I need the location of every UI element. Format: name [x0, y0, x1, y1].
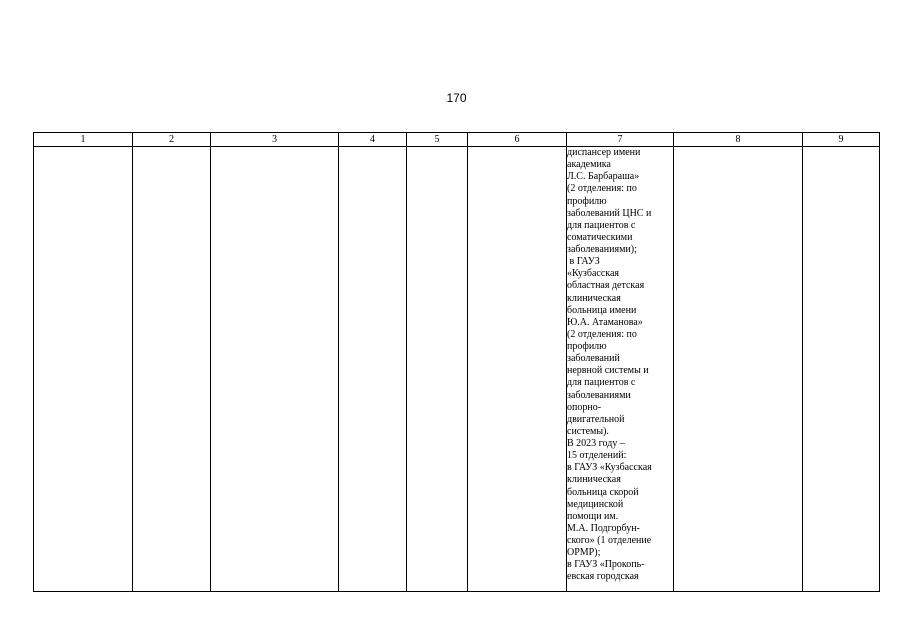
cell-col-6 [468, 147, 567, 592]
cell-text-line: М.А. Подгорбун- [567, 522, 640, 534]
cell-text-line: Л.С. Барбараша» [567, 171, 640, 183]
page-number: 170 [446, 91, 467, 105]
cell-text-line: в ГАУЗ [567, 256, 600, 268]
cell-text-line: медицинской [567, 498, 624, 510]
cell-text-line: клиническая [567, 474, 621, 486]
cell-text-line: диспансер имени [567, 147, 641, 158]
cell-text-line: заболеваниями [567, 389, 631, 401]
cell-text-line: профилю [567, 195, 607, 207]
cell-text-line: евская городская [567, 571, 639, 583]
cell-col-3 [211, 147, 339, 592]
cell-text-line: В 2023 году – [567, 438, 625, 449]
cell-text-line: помощи им. [567, 510, 619, 522]
cell-col-8 [674, 147, 803, 592]
cell-text-line: заболеваний [567, 353, 620, 365]
column-header-7: 7 [567, 133, 674, 147]
cell-text-line: клиническая [567, 292, 621, 304]
column-header-4: 4 [339, 133, 407, 147]
cell-text-line: ского» (1 отделение [567, 535, 652, 546]
cell-text-line: системы). [567, 425, 609, 437]
cell-text-line: (2 отделения: по [567, 183, 637, 195]
cell-text-line: заболеваний ЦНС и [567, 207, 652, 219]
cell-text-line: «Кузбасская [567, 268, 620, 280]
cell-col-4 [339, 147, 407, 592]
cell-col-1 [34, 147, 133, 592]
cell-text-line: больница скорой [567, 486, 639, 498]
cell-col-2 [133, 147, 211, 592]
cell-col-9 [803, 147, 880, 592]
table-row [34, 147, 880, 592]
cell-text-line: соматическими [567, 231, 633, 243]
cell-text-line: профилю [567, 341, 607, 352]
cell-text-line: ОРМР); [567, 547, 601, 559]
column-header-5: 5 [407, 133, 468, 147]
cell-text-line: опорно- [567, 401, 602, 413]
cell-text-line: для пациентов с [567, 219, 636, 231]
column-header-8: 8 [674, 133, 803, 147]
column-header-6: 6 [468, 133, 567, 147]
column-header-1: 1 [34, 133, 133, 147]
document-table [33, 132, 880, 592]
cell-text-line: (2 отделения: по [567, 328, 637, 340]
cell-text-line: в ГАУЗ «Прокопь- [567, 559, 645, 571]
column-header-2: 2 [133, 133, 211, 147]
cell-text-line: двигательной [567, 413, 625, 425]
cell-text-line: для пациентов с [567, 377, 636, 389]
cell-col-7 [567, 147, 674, 592]
table-header-row [34, 133, 880, 147]
column-header-9: 9 [803, 133, 880, 147]
cell-text-line: областная детская [567, 280, 645, 292]
column-header-3: 3 [211, 133, 339, 147]
cell-text-line: нервной системы и [567, 365, 649, 377]
cell-text-line: Ю.А. Атаманова» [567, 316, 643, 328]
cell-col-7-text [567, 147, 673, 584]
cell-col-5 [407, 147, 468, 592]
cell-text-line: заболеваниями); [567, 244, 637, 255]
cell-text-line: больница имени [567, 304, 637, 316]
cell-text-line: в ГАУЗ «Кузбасская [567, 462, 652, 474]
cell-text-line: академика [567, 159, 611, 171]
cell-text-line: 15 отделений: [567, 450, 627, 462]
